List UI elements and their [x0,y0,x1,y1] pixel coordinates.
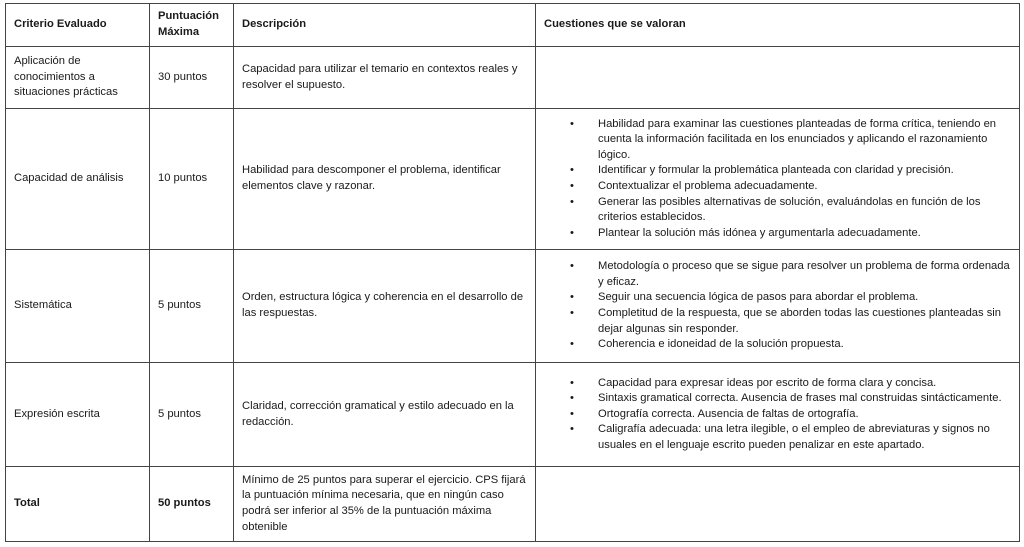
header-description: Descripción [234,4,536,47]
total-description: Mínimo de 25 puntos para superar el ejercicio. CPS fijará la puntuación mínima necesaria, que en ningún caso podrá ser inferior al 35% de la puntuación máxima obtenible [234,467,536,542]
questions-cell [536,250,1020,363]
criterion-cell: Expresión escrita [6,363,150,467]
points-cell: 5 puntos [150,250,234,363]
questions-cell [536,47,1020,109]
description-cell: Habilidad para descomponer el problema, identificar elementos clave y razonar. [234,109,536,250]
list-item: • Habilidad para examinar las cuestiones planteadas de forma crítica, teniendo en cuenta la información facilitada en los enunciados y aplicando el razonamiento lógico. [544,117,1011,164]
criterion-cell: Aplicación de conocimientos a situaciones prácticas [6,47,150,109]
list-item: • Coherencia e idoneidad de la solución propuesta. [544,337,1011,353]
criterion-cell: Capacidad de análisis [6,109,150,250]
list-item: • Metodología o proceso que se sigue para resolver un problema de forma ordenada y eficaz. [544,259,1011,290]
description-cell: Claridad, corrección gramatical y estilo adecuado en la redacción. [234,363,536,467]
total-points: 50 puntos [150,467,234,542]
list-item: • Capacidad para expresar ideas por escrito de forma clara y concisa. [544,376,1011,392]
header-questions: Cuestiones que se valoran [536,4,1020,47]
list-item: • Caligrafía adecuada: una letra ilegible, o el empleo de abreviaturas y signos no usuales en el lenguaje escrito pueden penalizar en este apartado. [544,422,1011,453]
table-header-row [6,4,1020,47]
evaluation-criteria-table [5,3,1020,542]
list-item: • Contextualizar el problema adecuadamente. [544,179,1011,195]
total-row [6,467,1020,542]
questions-cell [536,109,1020,250]
list-item: • Plantear la solución más idónea y argumentarla adecuadamente. [544,226,1011,242]
table-row [6,109,1020,250]
total-questions-cell [536,467,1020,542]
list-item: • Sintaxis gramatical correcta. Ausencia de frases mal construidas sintácticamente. [544,391,1011,407]
total-label: Total [6,467,150,542]
questions-list [544,376,1011,454]
list-item: • Completitud de la respuesta, que se aborden todas las cuestiones planteadas sin dejar algunas sin responder. [544,306,1011,337]
table-row [6,47,1020,109]
list-item: • Generar las posibles alternativas de solución, evaluándolas en función de los criterios establecidos. [544,195,1011,226]
questions-list [544,259,1011,353]
header-max-score: Puntuación Máxima [150,4,234,47]
points-cell: 10 puntos [150,109,234,250]
points-cell: 30 puntos [150,47,234,109]
list-item: • Ortografía correcta. Ausencia de faltas de ortografía. [544,407,1011,423]
criterion-cell: Sistemática [6,250,150,363]
description-cell: Capacidad para utilizar el temario en contextos reales y resolver el supuesto. [234,47,536,109]
header-criterion: Criterio Evaluado [6,4,150,47]
table-row [6,363,1020,467]
table-row [6,250,1020,363]
list-item: • Identificar y formular la problemática planteada con claridad y precisión. [544,163,1011,179]
questions-cell [536,363,1020,467]
list-item: • Seguir una secuencia lógica de pasos para abordar el problema. [544,290,1011,306]
description-cell: Orden, estructura lógica y coherencia en el desarrollo de las respuestas. [234,250,536,363]
questions-list [544,117,1011,242]
points-cell: 5 puntos [150,363,234,467]
